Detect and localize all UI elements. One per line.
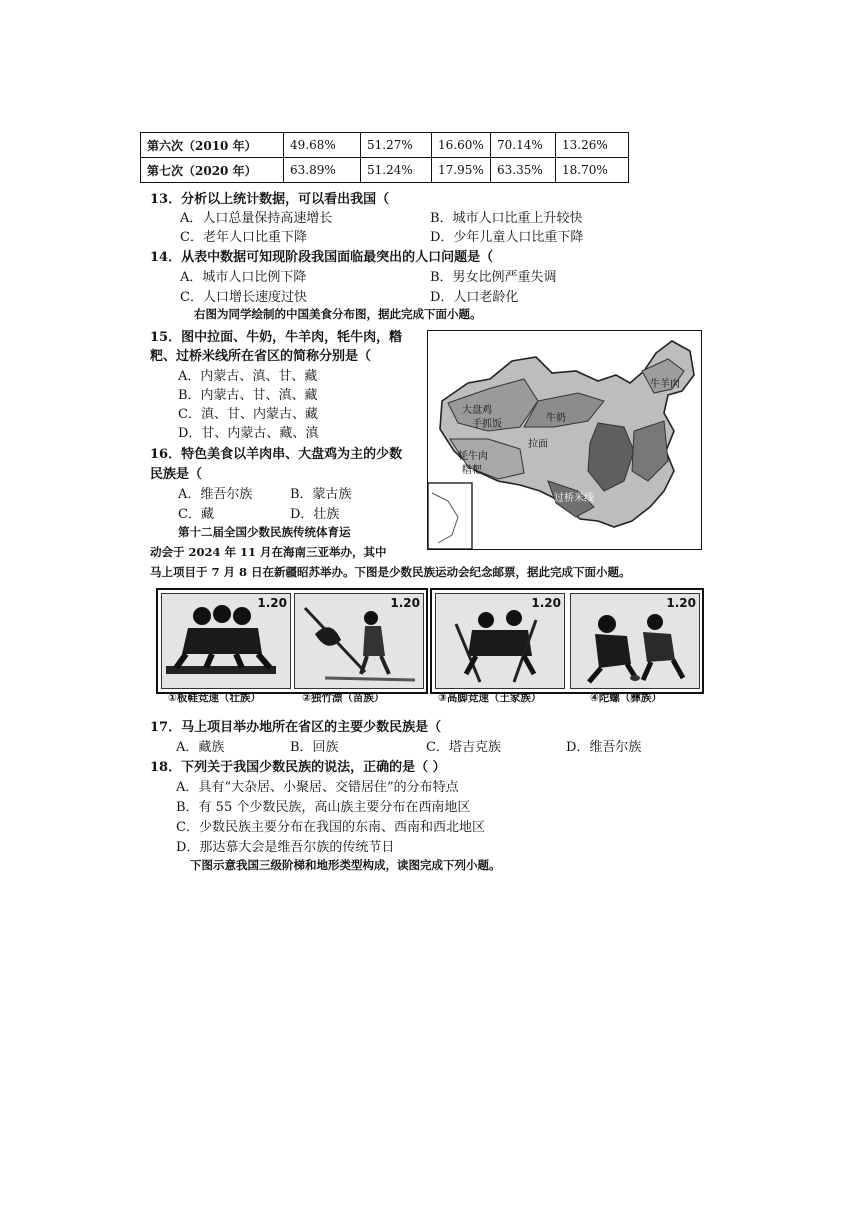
table-cell: 16.60%	[432, 133, 491, 158]
option-13-b[interactable]: B．城市人口比重上升较快	[430, 211, 583, 226]
map-label: 手抓饭	[472, 419, 502, 430]
table-row	[141, 133, 629, 158]
question-16-stem-line1: 16．特色美食以羊肉串、大盘鸡为主的少数	[150, 447, 403, 462]
question-16-stem-line2: 民族是（	[150, 467, 203, 482]
games-intro-line3: 马上项目于 7 月 8 日在新疆昭苏举办。下图是少数民族运动会纪念邮票，据此完成下面小题。	[150, 565, 631, 579]
stamp-caption-3: ③高脚竞速（土家族）	[438, 692, 542, 704]
question-15-stem-line1: 15．图中拉面、牛奶，牛羊肉，牦牛肉，糌	[150, 330, 403, 345]
table-cell: 51.27%	[361, 133, 432, 158]
table-cell: 51.24%	[361, 158, 432, 183]
population-table	[140, 132, 629, 183]
map-label: 大盘鸡	[462, 405, 492, 416]
table-row	[141, 158, 629, 183]
question-17-stem: 17．马上项目举办地所在省区的主要少数民族是（	[150, 720, 442, 735]
stamp-caption-2: ②独竹漂（苗族）	[302, 692, 385, 704]
question-15-stem-line2: 粑、过桥米线所在省区的简称分别是（	[150, 349, 372, 364]
table-cell: 18.70%	[556, 158, 629, 183]
option-14-b[interactable]: B．男女比例严重失调	[430, 270, 557, 285]
stamp-group-1	[156, 588, 428, 694]
stamp-2-price: 1.20	[390, 596, 420, 610]
stamp-caption-1: ①板鞋竞速（壮族）	[168, 692, 261, 704]
stamp-4-image	[570, 593, 700, 689]
option-17-a[interactable]: A．藏族	[176, 740, 225, 755]
option-17-d[interactable]: D．维吾尔族	[566, 740, 642, 755]
map-label: 拉面	[528, 439, 548, 450]
stamp-3-price: 1.20	[531, 596, 561, 610]
stamp-2-image	[294, 593, 424, 689]
table-cell: 70.14%	[491, 133, 556, 158]
map-label: 牦牛肉	[458, 451, 488, 462]
stamp-caption-4: ④陀螺（彝族）	[590, 692, 662, 704]
map-label: 牛羊肉	[650, 379, 680, 390]
option-15-c[interactable]: C．滇、甘、内蒙古、藏	[178, 407, 318, 422]
option-17-b[interactable]: B．回族	[290, 740, 339, 755]
map-label: 糌粑	[462, 465, 482, 476]
option-18-b[interactable]: B．有 55 个少数民族，高山族主要分布在西南地区	[176, 800, 471, 815]
map-label: 牛奶	[546, 413, 566, 424]
map-intro: 右图为同学绘制的中国美食分布图，据此完成下面小题。	[194, 307, 482, 321]
table-cell: 13.26%	[556, 133, 629, 158]
option-18-c[interactable]: C．少数民族主要分布在我国的东南、西南和西北地区	[176, 820, 485, 835]
table-cell: 17.95%	[432, 158, 491, 183]
option-14-d[interactable]: D．人口老龄化	[430, 290, 519, 305]
question-13-stem: 13．分析以上统计数据，可以看出我国（	[150, 192, 390, 207]
terrain-intro: 下图示意我国三级阶梯和地形类型构成，读图完成下列小题。	[190, 858, 501, 872]
option-15-b[interactable]: B．内蒙古、甘、滇、藏	[178, 388, 318, 403]
china-food-map	[427, 330, 702, 550]
map-label: 过桥米线	[554, 493, 594, 504]
stamp-group-2	[430, 588, 704, 694]
question-14-stem: 14．从表中数据可知现阶段我国面临最突出的人口问题是（	[150, 250, 494, 265]
row-label: 第七次（2020 年）	[141, 158, 284, 183]
option-13-c[interactable]: C．老年人口比重下降	[180, 230, 307, 245]
option-14-a[interactable]: A．城市人口比例下降	[180, 270, 307, 285]
row-label: 第六次（2010 年）	[141, 133, 284, 158]
china-map-outline	[428, 331, 701, 549]
stamp-3-image	[435, 593, 565, 689]
stamp-4-price: 1.20	[666, 596, 696, 610]
option-13-a[interactable]: A．人口总量保持高速增长	[180, 211, 333, 226]
question-18-stem: 18．下列关于我国少数民族的说法，正确的是（ ）	[150, 760, 446, 775]
option-15-a[interactable]: A．内蒙古、滇、甘、藏	[178, 369, 318, 384]
option-16-a[interactable]: A．维吾尔族	[178, 487, 253, 502]
table-cell: 63.89%	[284, 158, 361, 183]
option-16-d[interactable]: D．壮族	[290, 507, 340, 522]
option-16-b[interactable]: B．蒙古族	[290, 487, 352, 502]
table-cell: 49.68%	[284, 133, 361, 158]
option-13-d[interactable]: D．少年儿童人口比重下降	[430, 230, 584, 245]
option-18-a[interactable]: A．具有“大杂居、小聚居、交错居住”的分布特点	[176, 780, 459, 795]
games-intro-line1: 第十二届全国少数民族传统体育运	[178, 525, 351, 539]
option-18-d[interactable]: D．那达慕大会是维吾尔族的传统节日	[176, 840, 395, 855]
stamp-1-image	[161, 593, 291, 689]
option-15-d[interactable]: D．甘、内蒙古、藏、滇	[178, 426, 319, 441]
games-intro-line2: 动会于 2024 年 11 月在海南三亚举办，其中	[150, 545, 387, 559]
table-cell: 63.35%	[491, 158, 556, 183]
option-16-c[interactable]: C．藏	[178, 507, 214, 522]
option-17-c[interactable]: C．塔吉克族	[426, 740, 501, 755]
stamp-1-price: 1.20	[257, 596, 287, 610]
option-14-c[interactable]: C．人口增长速度过快	[180, 290, 307, 305]
